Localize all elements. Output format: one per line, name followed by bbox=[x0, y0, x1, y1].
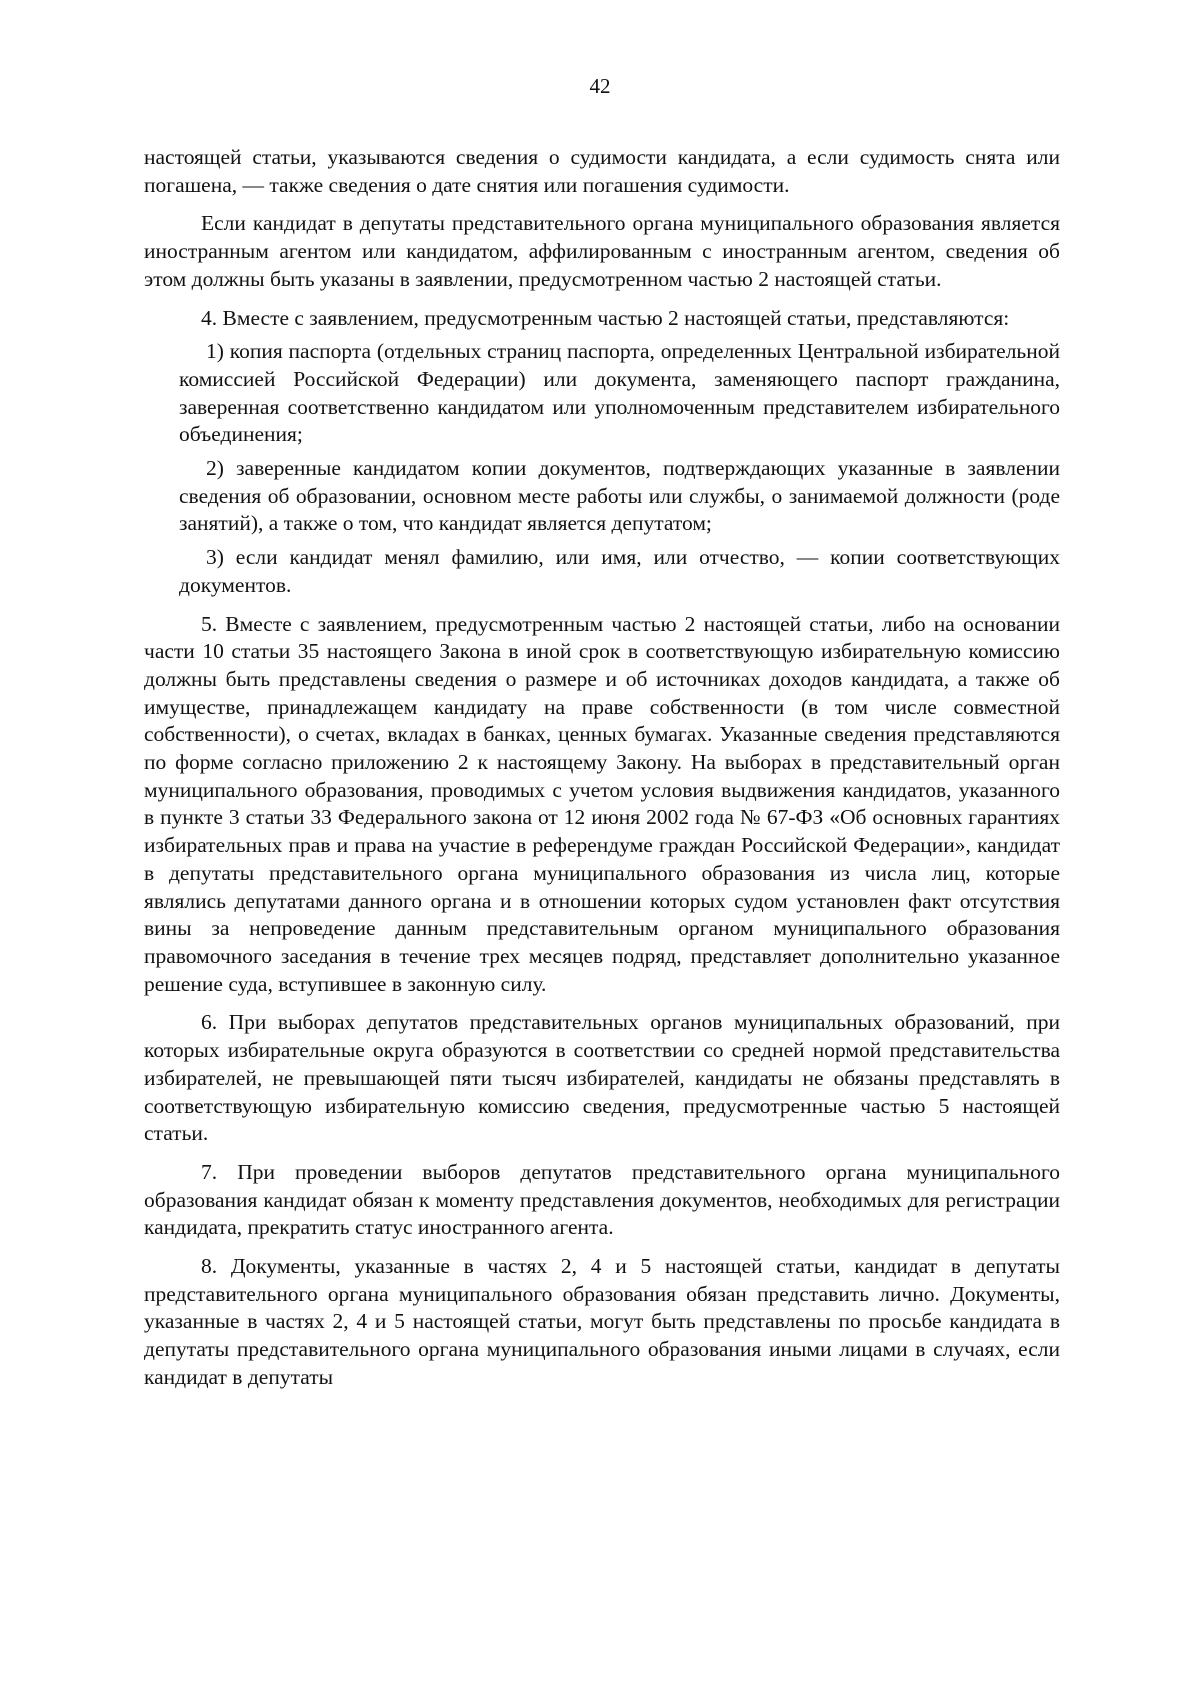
paragraph-item-6: 6. При выборах депутатов представительных органов муниципальных образований, при которых избирательные округа образуются в соответствии со средней нормой представительства избирателей, не превышающей пяти тысяч избирателей, кандидаты не обязаны представлять в соответствующую избирательную комиссию сведения, предусмотренные частью 5 настоящей статьи. bbox=[144, 1010, 1060, 1146]
paragraph-item-7: 7. При проведении выборов депутатов представительного органа муниципального образования кандидат обязан к моменту представления документов, необходимых для регистрации кандидата, прекратить статус иностранного агента. bbox=[144, 1159, 1060, 1240]
paragraph-foreign-agent: Если кандидат в депутаты представительного органа муниципального образования является иностранным агентом или кандидатом, аффилированным с иностранным агентом, сведения об этом должны быть указаны в заявлении, предусмотренном частью 2 настоящей статьи. bbox=[144, 211, 1060, 291]
subitem-4-2: 2) заверенные кандидатом копии документов, подтверждающих указанные в заявлении сведения об образовании, основном месте работы или службы, о занимаемой должности (роде занятий), а также о том, что кандидат является депутатом; bbox=[179, 456, 1060, 536]
paragraph-item-8: 8. Документы, указанные в частях 2, 4 и 5 настоящей статьи, кандидат в депутаты представительного органа муниципального образования обязан представить лично. Документы, указанные в частях 2, 4 и 5 настоящей статьи, могут быть представлены по просьбе кандидата в депутаты представительного органа муниципального образования иными лицами в случаях, если кандидат в депутаты bbox=[144, 1254, 1060, 1389]
subitem-4-3: 3) если кандидат менял фамилию, или имя, или отчество, — копии соответствующих документов. bbox=[179, 545, 1060, 597]
paragraph-item-4: 4. Вместе с заявлением, предусмотренным частью 2 настоящей статьи, представляются: bbox=[201, 305, 1010, 330]
page-number: 42 bbox=[589, 74, 611, 98]
paragraph-item-5: 5. Вместе с заявлением, предусмотренным частью 2 настоящей статьи, либо на основании части 10 статьи 35 настоящего Закона в иной срок в соответствующую избирательную комиссию должны быть представлены сведения о размере и об источниках доходов кандидата, а также об имуществе, принадлежащем кандидату на праве собственности (в том числе совместной собственности), о счетах, вкладах в банках, ценных бумагах. Указанные сведения представляются по форме согласно приложению 2 к настоящему Закону. На выборах в представительный орган муниципального образования, проводимых с учетом условия выдвижения кандидатов, указанного в пункте 3 статьи 33 Федерального закона от 12 июня 2002 года № 67-ФЗ «Об основных гарантиях избирательных прав и права на участие в референдуме граждан Российской Федерации», кандидат в депутаты представительного органа муниципального образования из числа лиц, которые являлись депутатами данного органа и в отношении которых судом установлен факт отсутствия вины за непроведение данным представительным органом муниципального образования правомочного заседания в течение трех месяцев подряд, представляет дополнительно указанное решение суда, вступившее в законную силу. bbox=[144, 611, 1060, 996]
document-body bbox=[144, 144, 1060, 1403]
subitem-4-1: 1) копия паспорта (отдельных страниц паспорта, определенных Центральной избирательной комиссией Российской Федерации) или документа, заменяющего паспорт гражданина, заверенная соответственно кандидатом или уполномоченным представителем избирательного объединения; bbox=[179, 339, 1060, 447]
paragraph-continuation: настоящей статьи, указываются сведения о судимости кандидата, а если судимость снята или погашена, — также сведения о дате снятия или погашения судимости. bbox=[144, 145, 1060, 197]
